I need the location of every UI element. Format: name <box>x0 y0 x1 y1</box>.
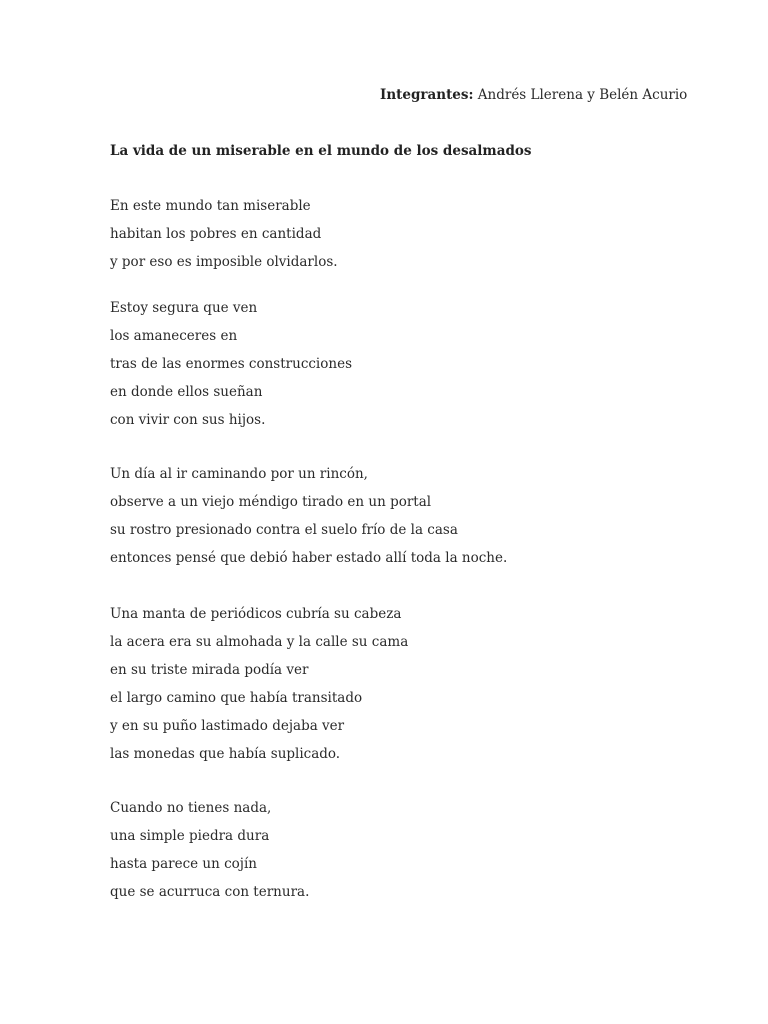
stanza-2 <box>110 298 352 438</box>
poem-line: las monedas que había suplicado. <box>110 746 341 762</box>
authors-label: Integrantes: <box>380 87 474 103</box>
poem-line: con vivir con sus hijos. <box>110 412 266 428</box>
poem-line: la acera era su almohada y la calle su cama <box>110 634 409 650</box>
poem-title: La vida de un miserable en el mundo de los desalmados <box>110 143 532 159</box>
authors-line <box>380 85 687 105</box>
poem-line: Cuando no tienes nada, <box>110 800 272 816</box>
poem-line: observe a un viejo méndigo tirado en un portal <box>110 494 432 510</box>
poem-line: los amaneceres en <box>110 328 238 344</box>
stanza-1 <box>110 196 338 280</box>
poem-line: Una manta de periódicos cubría su cabeza <box>110 606 402 622</box>
stanza-3 <box>110 464 507 576</box>
authors-names: Andrés Llerena y Belén Acurio <box>477 87 688 103</box>
poem-line: En este mundo tan miserable <box>110 198 311 214</box>
poem-line: que se acurruca con ternura. <box>110 884 310 900</box>
poem-line: en donde ellos sueñan <box>110 384 263 400</box>
poem-line: hasta parece un cojín <box>110 856 257 872</box>
poem-line: en su triste mirada podía ver <box>110 662 309 678</box>
poem-line: Estoy segura que ven <box>110 300 258 316</box>
poem-line: tras de las enormes construcciones <box>110 356 352 372</box>
poem-line: y por eso es imposible olvidarlos. <box>110 254 338 270</box>
poem-line: Un día al ir caminando por un rincón, <box>110 466 368 482</box>
poem-line: entonces pensé que debió haber estado allí toda la noche. <box>110 550 508 566</box>
poem-line: una simple piedra dura <box>110 828 270 844</box>
poem-line: el largo camino que había transitado <box>110 690 363 706</box>
poem-line: su rostro presionado contra el suelo frío de la casa <box>110 522 458 538</box>
poem-line: habitan los pobres en cantidad <box>110 226 322 242</box>
poem-line: y en su puño lastimado dejaba ver <box>110 718 345 734</box>
stanza-4 <box>110 604 408 772</box>
stanza-5 <box>110 798 309 910</box>
